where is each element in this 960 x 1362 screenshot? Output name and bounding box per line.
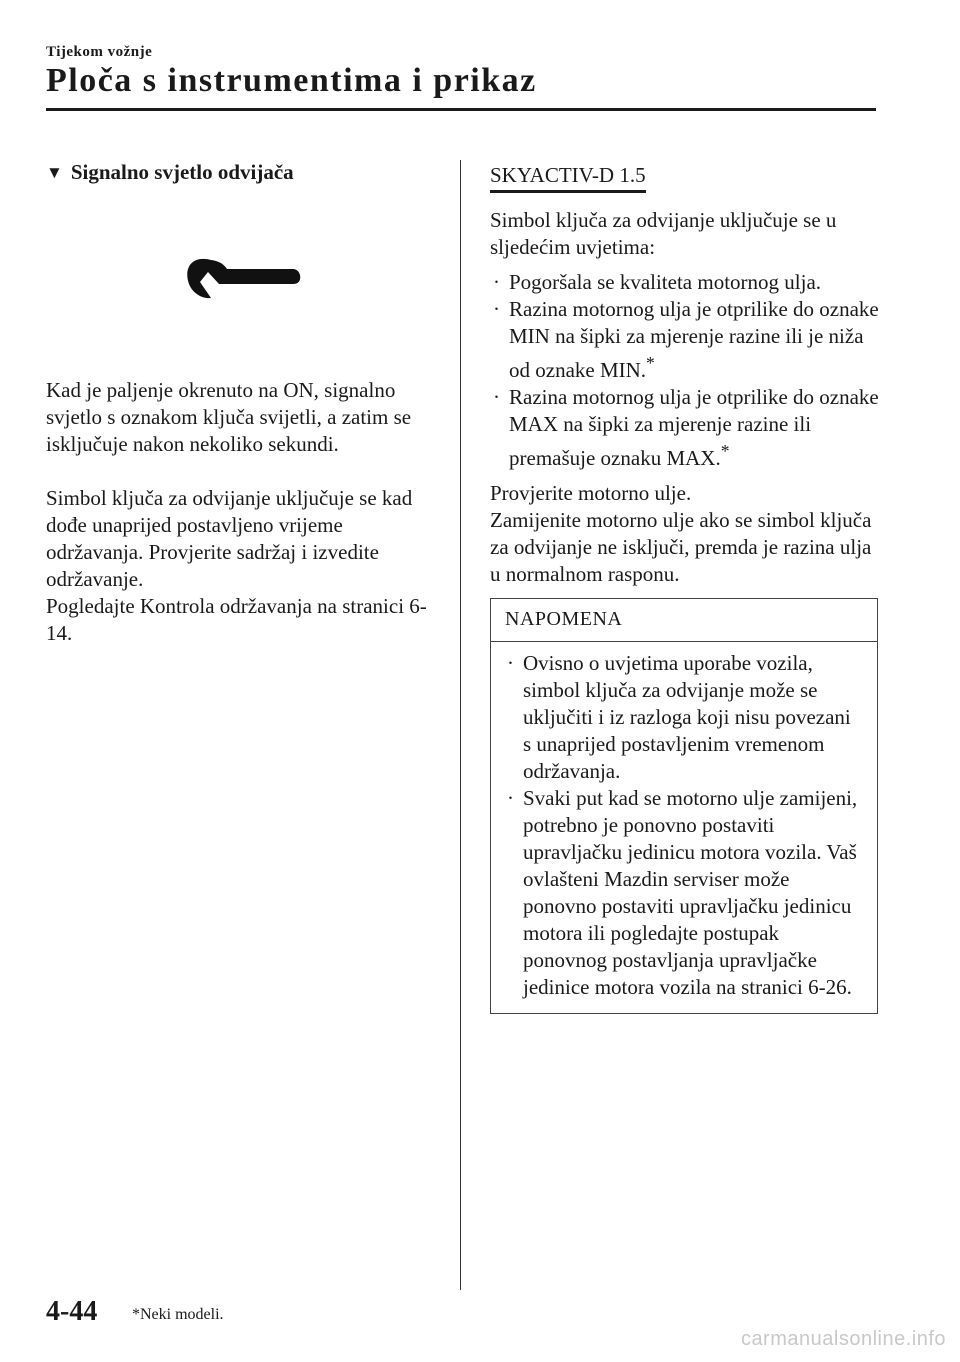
list-item-text: Svaki put kad se motorno ulje zamijeni, potrebno je ponovno postaviti upravljačku jedinicu motora vozila. Vaš ovlašteni Mazdin serviser može ponovno postaviti upravljačku jedinicu motora ili pogledajte postupak ponovnog postavljanja upravljačke jedinice motora vozila na stranici 6-26. xyxy=(523,786,858,999)
list-item xyxy=(490,269,880,296)
bullet-dot-icon: · xyxy=(493,385,500,409)
conditions-list xyxy=(490,269,880,472)
list-item-text: Pogoršala se kvaliteta motornog ulja. xyxy=(509,270,822,294)
list-item xyxy=(505,785,863,1001)
list-item xyxy=(490,296,880,384)
note-box xyxy=(490,598,878,1014)
list-item xyxy=(490,384,880,472)
watermark: carmanualsonline.info xyxy=(740,1328,946,1350)
intro-paragraph: Kad je paljenje okrenuto na ON, signalno svjetlo s oznakom ključa svijetli, a zatim se isključuje nakon nekoliko sekundi. xyxy=(46,378,412,456)
triangle-marker-icon: ▼ xyxy=(46,162,63,182)
section-heading xyxy=(46,160,441,185)
list-item-text: Razina motornog ulja je otprilike do oznake MIN na šipki za mjerenje razine ili je niža od oznake MIN. xyxy=(509,297,879,382)
column-divider xyxy=(460,160,461,1290)
page-number: 4-44 xyxy=(46,1296,98,1327)
title-rule xyxy=(46,108,876,111)
left-column xyxy=(46,160,441,647)
note-header: NAPOMENA xyxy=(491,599,877,642)
page-title: Ploča s instrumentima i prikaz xyxy=(46,62,537,99)
wrench-icon xyxy=(181,251,301,307)
wrench-illustration xyxy=(46,245,441,345)
reference-paragraph: Pogledajte Kontrola održavanja na stranici 6-14. xyxy=(46,594,427,645)
maintenance-paragraph: Simbol ključa za odvijanje uključuje se kad dođe unaprijed postavljeno vrijeme održavanja. Provjerite sadržaj i izvedite održavanje. xyxy=(46,486,413,591)
note-list xyxy=(491,642,877,1013)
conditions-intro: Simbol ključa za odvijanje uključuje se u sljedećim uvjetima: xyxy=(490,208,837,259)
replace-oil-line: Zamijenite motorno ulje ako se simbol ključa za odvijanje ne isključi, premda je razina ulja u normalnom rasponu. xyxy=(490,508,872,586)
list-item-text: Razina motornog ulja je otprilike do oznake MAX na šipki za mjerenje razine ili premašuje oznaku MAX. xyxy=(509,385,879,470)
bullet-dot-icon: · xyxy=(493,297,500,321)
bullet-dot-icon: · xyxy=(493,270,500,294)
asterisk-mark: * xyxy=(720,441,730,461)
breadcrumb: Tijekom vožnje xyxy=(46,44,153,60)
section-heading-text: Signalno svjetlo odvijača xyxy=(70,160,294,184)
bullet-dot-icon: · xyxy=(507,651,514,675)
list-item xyxy=(505,650,863,785)
bullet-dot-icon: · xyxy=(507,786,514,810)
asterisk-mark: * xyxy=(646,353,655,373)
check-oil-line: Provjerite motorno ulje. xyxy=(490,481,692,505)
right-column xyxy=(490,160,880,1014)
list-item-text: Ovisno o uvjetima uporabe vozila, simbol ključa za odvijanje može se uključiti i iz razloga koji nisu povezani s unaprijed postavljenim vremenom održavanja. xyxy=(523,651,851,783)
subheading: SKYACTIV-D 1.5 xyxy=(490,160,646,193)
footnote: *Neki modeli. xyxy=(132,1306,224,1323)
